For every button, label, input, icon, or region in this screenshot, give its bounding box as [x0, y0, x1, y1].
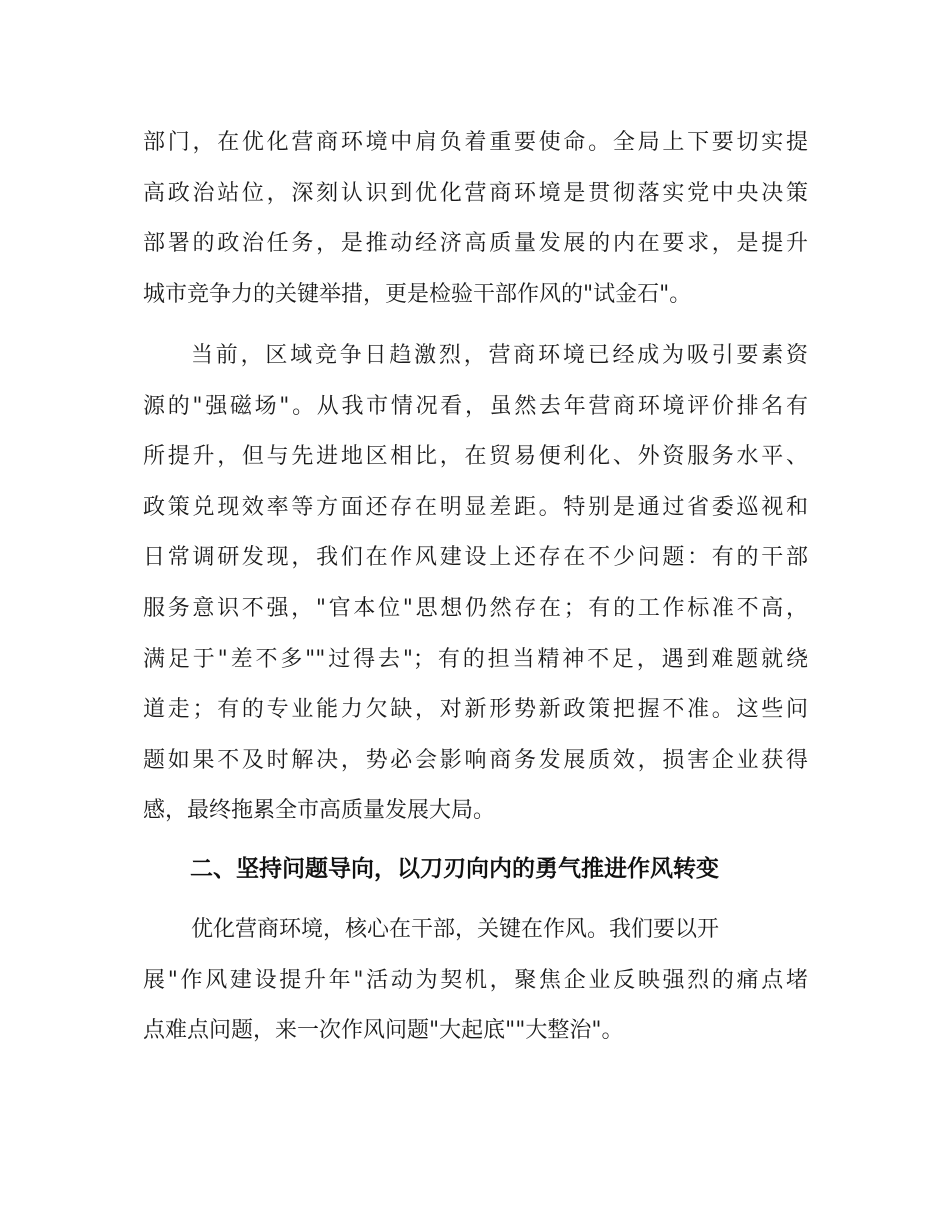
text-line: 优化营商环境，核心在干部，关键在作风。我们要以开 — [191, 917, 720, 942]
paragraph-current-situation — [143, 331, 808, 837]
text-line: 当前，区域竞争日趋激烈，营商环境已经成为吸引要素资 — [191, 343, 808, 368]
text-line: 部署的政治任务，是推动经济高质量发展的内在要求，是提升 — [143, 231, 808, 257]
text-line: 所提升，但与先进地区相比，在贸易便利化、外资服务水平、 — [143, 444, 808, 470]
text-line: 政策兑现效率等方面还存在明显差距。特别是通过省委巡视和 — [143, 494, 808, 520]
text-line: 日常调研发现，我们在作风建设上还存在不少问题：有的干部 — [143, 545, 808, 571]
text-line: 高政治站位，深刻认识到优化营商环境是贯彻落实党中央决策 — [143, 180, 808, 206]
text-line: 源的"强磁场"。从我市情况看，虽然去年营商环境评价排名有 — [143, 393, 808, 419]
text-line: 感，最终拖累全市高质量发展大局。 — [143, 798, 496, 824]
text-line: 点难点问题，来一次作风问题"大起底""大整治"。 — [143, 1018, 624, 1044]
paragraph-work-style — [143, 905, 808, 1057]
section-heading: 二、坚持问题导向，以刀刃向内的勇气推进作风转变 — [190, 856, 719, 882]
text-line: 展"作风建设提升年"活动为契机，聚焦企业反映强烈的痛点堵 — [143, 967, 808, 993]
text-line: 题如果不及时解决，势必会影响商务发展质效，损害企业获得 — [143, 747, 808, 773]
text-line: 城市竞争力的关键举措，更是检验干部作风的"试金石"。 — [143, 281, 692, 307]
text-line: 服务意识不强，"官本位"思想仍然存在；有的工作标准不高， — [143, 595, 808, 621]
text-line: 满足于"差不多""过得去"；有的担当精神不足，遇到难题就绕 — [143, 646, 808, 672]
text-line: 部门，在优化营商环境中肩负着重要使命。全局上下要切实提 — [143, 130, 808, 155]
text-line: 道走；有的专业能力欠缺，对新形势新政策把握不准。这些问 — [143, 697, 808, 723]
paragraph-mission — [143, 118, 808, 320]
